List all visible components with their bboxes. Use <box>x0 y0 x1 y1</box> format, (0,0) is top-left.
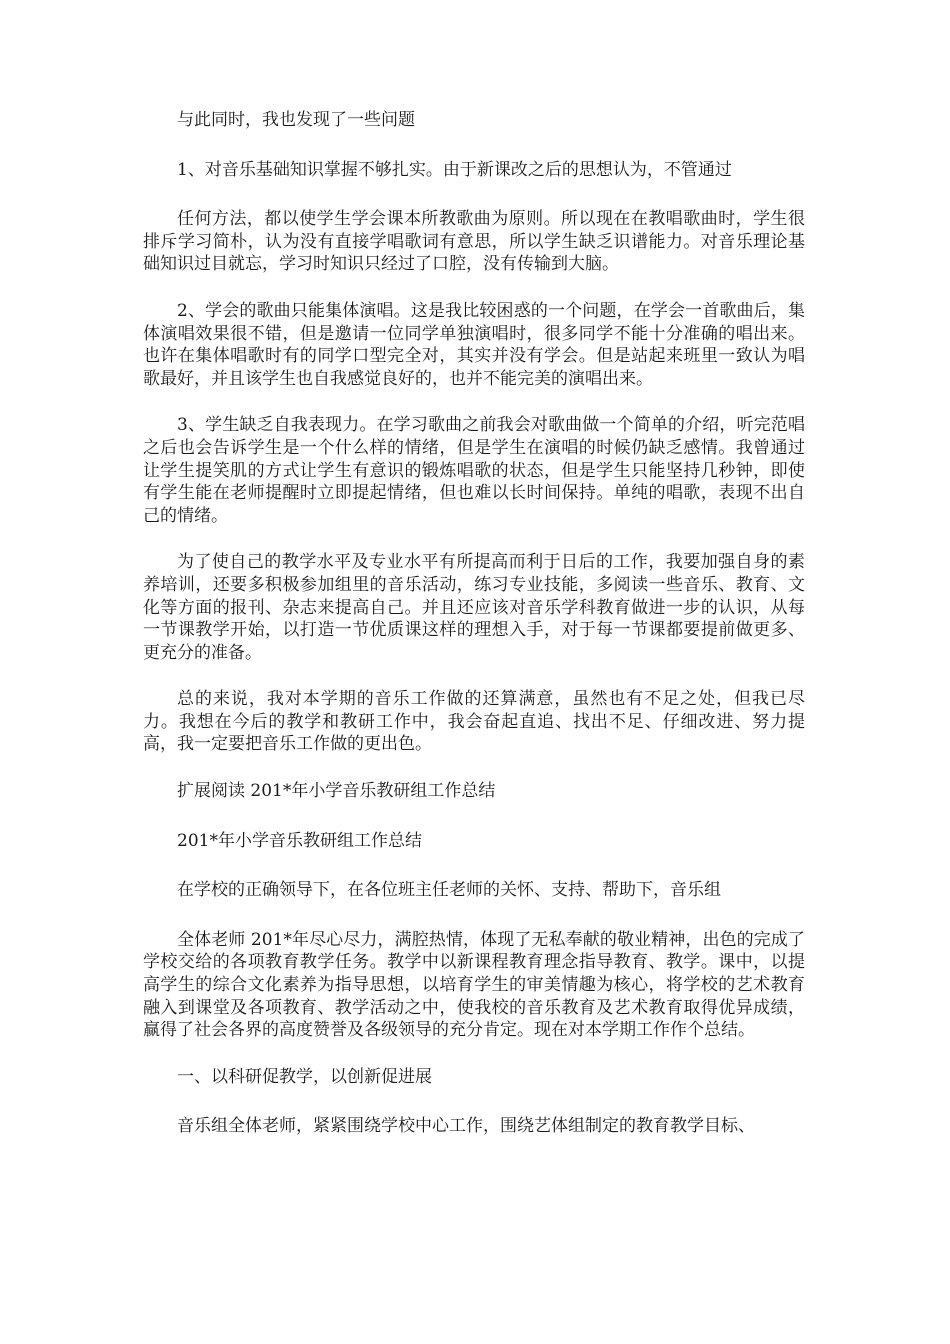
paragraph-problem-3: 3、学生缺乏自我表现力。在学习歌曲之前我会对歌曲做一个简单的介绍，听完范唱之后也会告诉学生是一个什么样的情绪，但是学生在演唱的时候仍缺乏感情。我曾通过让学生提笑肌的方式让学生有意识的锻炼唱歌的状态，但是学生只能坚持几秒钟，即使有学生能在老师提醒时立即提起情绪，但也难以长时间保持。单纯的唱歌，表现不出自己的情绪。 <box>143 415 805 526</box>
paragraph-summary-intro-body: 全体老师 201*年尽心尽力，满腔热情，体现了无私奉献的敬业精神，出色的完成了学校交给的各项教育教学任务。教学中以新课程教育理念指导教育、教学。课中，以提高学生的综合文化素养为指导思想，以培育学生的审美情趣为核心，将学校的艺术教育融入到课堂及各项教育、教学活动之中，使我校的音乐教育及艺术教育取得优异成绩，赢得了社会各界的高度赞誉及各级领导的充分肯定。现在对本学期工作作个总结。 <box>143 929 805 1041</box>
paragraph-extended-reading: 扩展阅读 201*年小学音乐教研组工作总结 <box>177 781 496 802</box>
paragraph-research-start: 音乐组全体老师，紧紧围绕学校中心工作，围绕艺体组制定的教育教学目标、 <box>177 1116 755 1137</box>
paragraph-conclusion: 总的来说，我对本学期的音乐工作做的还算满意，虽然也有不足之处，但我已尽力。我想在今后的教学和教研工作中，我会奋起直追、找出不足、仔细改进、努力提高，我一定要把音乐工作做的更出色。 <box>143 689 805 755</box>
document-body <box>143 109 805 1162</box>
paragraph-problem-2: 2、学会的歌曲只能集体演唱。这是我比较困惑的一个问题，在学会一首歌曲后，集体演唱效果很不错，但是邀请一位同学单独演唱时，很多同学不能十分准确的唱出来。也许在集体唱歌时有的同学口型完全对，其实并没有学会。但是站起来班里一致认为唱歌最好，并且该学生也自我感觉良好的，也并不能完美的演唱出来。 <box>143 300 805 389</box>
paragraph-improvement-plan: 为了使自己的教学水平及专业水平有所提高而利于日后的工作，我要加强自身的素养培训，还要多积极参加组里的音乐活动，练习专业技能，多阅读一些音乐、教育、文化等方面的报刊、杂志来提高自己。并且还应该对音乐学科教育做进一步的认识，从每一节课教学开始，以打造一节优质课这样的理想入手，对于每一节课都要提前做更多、更充分的准备。 <box>143 552 805 663</box>
section-heading-research: 一、以科研促教学，以创新促进展 <box>177 1066 432 1087</box>
paragraph-summary-intro-start: 在学校的正确领导下，在各位班主任老师的关怀、支持、帮助下，音乐组 <box>177 880 721 901</box>
paragraph-problem-1-start: 1、对音乐基础知识掌握不够扎实。由于新课改之后的思想认为，不管通过 <box>177 159 732 180</box>
paragraph-problems-intro: 与此同时，我也发现了一些问题 <box>177 110 415 130</box>
paragraph-problem-1-body: 任何方法，都以使学生学会课本所教歌曲为原则。所以现在在教唱歌曲时，学生很排斥学习简朴，认为没有直接学唱歌词有意思，所以学生缺乏识谱能力。对音乐理论基础知识过目就忘，学习时知识只经过了口腔，没有传输到大脑。 <box>143 209 805 275</box>
paragraph-summary-title: 201*年小学音乐教研组工作总结 <box>177 830 422 851</box>
